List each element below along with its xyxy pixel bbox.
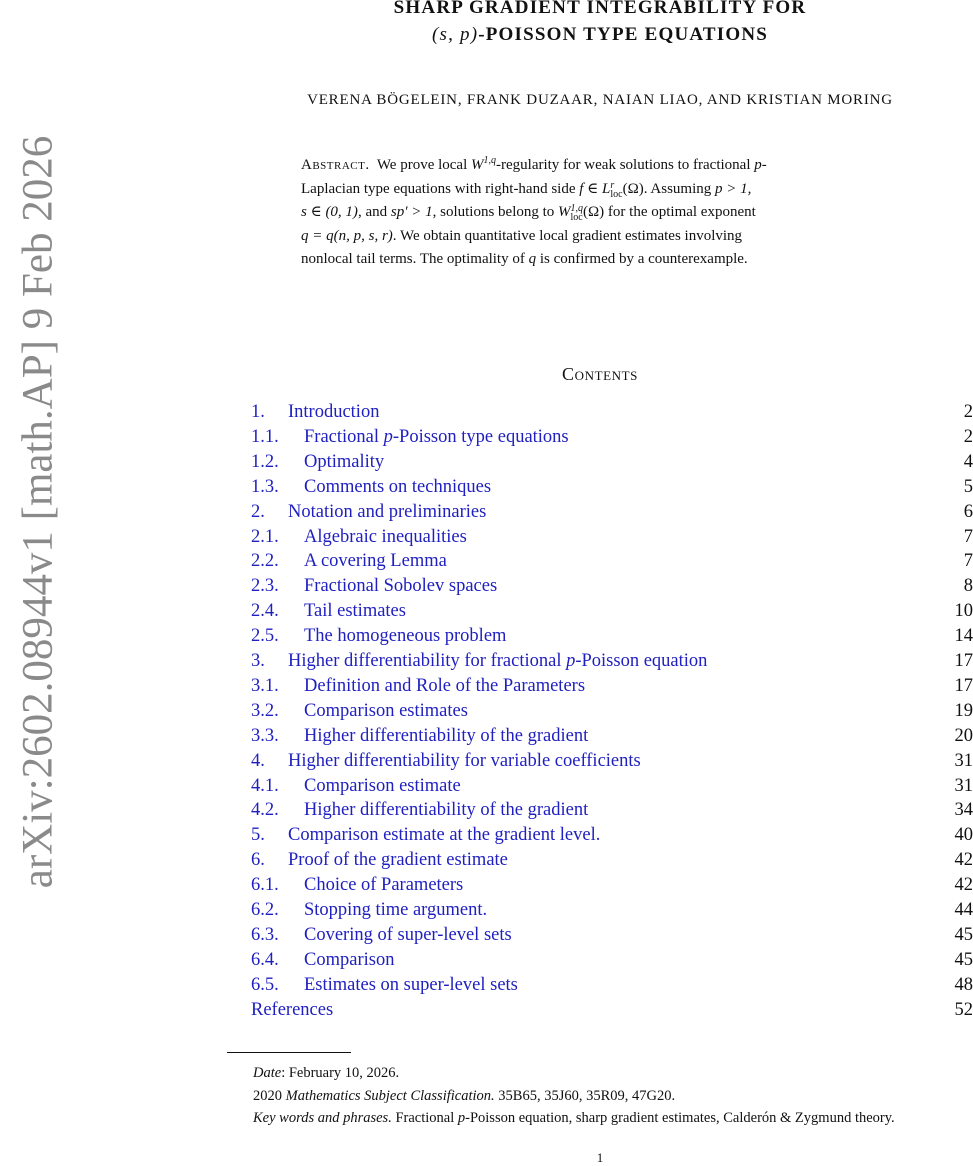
toc-entry-number[interactable]: 2.5.: [251, 624, 279, 648]
toc-entry[interactable]: [251, 948, 973, 972]
abstract-line: [301, 248, 898, 272]
toc-entry-text[interactable]: Comparison estimates: [304, 701, 468, 721]
toc-entry-text[interactable]: Algebraic inequalities: [304, 527, 467, 547]
toc-entry-text[interactable]: Fractional Sobolev spaces: [304, 576, 497, 596]
toc-entry-link[interactable]: [304, 475, 491, 499]
abstract-line: [301, 201, 898, 225]
toc-page-number: 34: [955, 798, 973, 822]
toc-entry-link[interactable]: [288, 823, 600, 847]
toc-entry-link[interactable]: [288, 649, 707, 673]
abstract-math: loc: [610, 190, 622, 199]
toc-entry[interactable]: [251, 425, 973, 449]
toc-entry[interactable]: [251, 599, 973, 623]
toc-entry[interactable]: [251, 624, 973, 648]
contents-heading: Contents: [250, 364, 950, 385]
footnote-text: 2020: [253, 1088, 286, 1104]
toc-entry-math[interactable]: p: [384, 427, 393, 447]
abstract: [301, 149, 898, 272]
toc-entry-text[interactable]: Optimality: [304, 452, 384, 472]
toc-entry[interactable]: [251, 574, 973, 598]
toc-entry-link[interactable]: [304, 599, 406, 623]
toc-entry-link[interactable]: [304, 549, 447, 573]
toc-entry-number[interactable]: 6.4.: [251, 948, 279, 972]
toc-entry-text[interactable]: Estimates on super-level sets: [304, 975, 518, 995]
toc-entry-text[interactable]: Comparison estimate: [304, 776, 461, 796]
toc-page-number: 4: [964, 450, 973, 474]
toc-entry[interactable]: [251, 749, 973, 773]
toc-entry-number[interactable]: 4.: [251, 749, 265, 773]
abstract-text: . We obtain quantitative local gradient estimates involving: [393, 228, 742, 244]
toc-entry-text[interactable]: Tail estimates: [304, 601, 406, 621]
toc-entry-text[interactable]: Fractional: [304, 427, 384, 447]
abstract-math: r: [610, 181, 622, 190]
paper-title-line-2: [250, 24, 950, 46]
toc-page-number: 14: [955, 624, 973, 648]
toc-entry-text[interactable]: Higher differentiability for fractional: [288, 651, 566, 671]
abstract-text: , solutions belong to: [433, 204, 558, 220]
footnote-label: Key words and phrases.: [253, 1110, 392, 1126]
toc-entry[interactable]: [251, 898, 973, 922]
toc-entry-text[interactable]: References: [251, 1000, 333, 1020]
abstract-math: p > 1,: [715, 181, 751, 197]
toc-page-number: 42: [955, 873, 973, 897]
toc-page-number: 6: [964, 500, 973, 524]
toc-entry-text[interactable]: Higher differentiability for variable coefficients: [288, 751, 641, 771]
toc-entry-number[interactable]: 6.1.: [251, 873, 279, 897]
toc-entry-number[interactable]: 4.1.: [251, 774, 279, 798]
toc-entry-text[interactable]: Covering of super-level sets: [304, 925, 512, 945]
abstract-math: W: [558, 204, 571, 220]
toc-entry-number[interactable]: 6.: [251, 848, 265, 872]
toc-entry-number[interactable]: 1.: [251, 400, 265, 424]
toc-page-number: 48: [955, 973, 973, 997]
abstract-text: (Ω) for the optimal exponent: [583, 204, 756, 220]
toc-entry-number[interactable]: 2.2.: [251, 549, 279, 573]
toc-entry-text[interactable]: Comparison estimate at the gradient level.: [288, 825, 600, 845]
abstract-heading: Abstract.: [301, 157, 370, 173]
toc-page-number: 20: [955, 724, 973, 748]
footnote-text: -Poisson equation, sharp gradient estimates, Calderón & Zygmund theory.: [465, 1110, 895, 1126]
toc-page-number: 52: [955, 998, 973, 1022]
toc-entry-link[interactable]: [304, 923, 512, 947]
footnote-label: Mathematics Subject Classification.: [286, 1088, 495, 1104]
toc-page-number: 10: [955, 599, 973, 623]
toc-entry-text[interactable]: Higher differentiability of the gradient: [304, 726, 588, 746]
page-number: 1: [560, 1150, 640, 1166]
toc-entry-text[interactable]: -Poisson type equations: [393, 427, 569, 447]
toc-entry-number[interactable]: 3.3.: [251, 724, 279, 748]
toc-entry[interactable]: [251, 475, 973, 499]
toc-entry-link[interactable]: [304, 699, 468, 723]
toc-entry-link[interactable]: [304, 973, 518, 997]
paper-title-line-1: SHARP GRADIENT INTEGRABILITY FOR: [250, 0, 950, 19]
abstract-math: f ∈ L: [579, 181, 610, 197]
toc-entry[interactable]: [251, 500, 973, 524]
toc-entry-text[interactable]: Comments on techniques: [304, 477, 491, 497]
author-list: VERENA BÖGELEIN, FRANK DUZAAR, NAIAN LIAO, AND KRISTIAN MORING: [250, 92, 950, 109]
abstract-math: q: [529, 251, 537, 267]
toc-entry-number[interactable]: 2.4.: [251, 599, 279, 623]
toc-entry-link[interactable]: [304, 798, 588, 822]
abstract-line: [301, 149, 898, 178]
toc-entry-link[interactable]: [304, 898, 487, 922]
toc-entry-text[interactable]: Notation and preliminaries: [288, 502, 486, 522]
toc-entry-link[interactable]: [288, 749, 641, 773]
abstract-math: sp′ > 1: [391, 204, 433, 220]
toc-entry-number[interactable]: 3.: [251, 649, 265, 673]
toc-entry[interactable]: [251, 823, 973, 847]
toc-entry-text[interactable]: Introduction: [288, 402, 379, 422]
abstract-text: is confirmed by a counterexample.: [536, 251, 748, 267]
toc-entry[interactable]: [251, 848, 973, 872]
toc-entry-link[interactable]: [288, 848, 508, 872]
toc-entry-text[interactable]: -Poisson equation: [575, 651, 707, 671]
toc-entry-number[interactable]: 3.2.: [251, 699, 279, 723]
toc-page-number: 19: [955, 699, 973, 723]
toc-entry-text[interactable]: Comparison: [304, 950, 394, 970]
abstract-text: , and: [358, 204, 391, 220]
abstract-math: 1,q: [484, 155, 497, 166]
footnote-text: 35B65, 35J60, 35R09, 47G20.: [495, 1088, 675, 1104]
abstract-text: (Ω). Assuming: [623, 181, 715, 197]
toc-entry[interactable]: [251, 973, 973, 997]
abstract-line: [301, 178, 898, 202]
toc-entry[interactable]: [251, 400, 973, 424]
footnote-label: Date: [253, 1065, 281, 1081]
toc-entry[interactable]: [251, 774, 973, 798]
toc-entry[interactable]: [251, 450, 973, 474]
toc-entry-link[interactable]: [288, 500, 486, 524]
toc-page-number: 40: [955, 823, 973, 847]
toc-page-number: 17: [955, 649, 973, 673]
footnote-text: Fractional: [392, 1110, 458, 1126]
toc-entry[interactable]: [251, 998, 973, 1022]
toc-entry-number[interactable]: 6.2.: [251, 898, 279, 922]
title-math: (s, p): [432, 24, 478, 45]
footnote-rule: [227, 1052, 351, 1053]
toc-page-number: 2: [964, 400, 973, 424]
toc-entry-number[interactable]: 2.3.: [251, 574, 279, 598]
toc-page-number: 31: [955, 774, 973, 798]
toc-entry[interactable]: [251, 923, 973, 947]
toc-entry-link[interactable]: [304, 948, 394, 972]
abstract-math: p: [754, 157, 762, 173]
toc-page-number: 7: [964, 525, 973, 549]
toc-page-number: 8: [964, 574, 973, 598]
toc-entry[interactable]: [251, 549, 973, 573]
abstract-text: Laplacian type equations with right-hand side: [301, 181, 579, 197]
title-rest: -POISSON TYPE EQUATIONS: [478, 24, 768, 45]
toc-page-number: 45: [955, 948, 973, 972]
toc-entry-number[interactable]: 6.5.: [251, 973, 279, 997]
abstract-math: W: [471, 157, 484, 173]
toc-entry[interactable]: [251, 798, 973, 822]
toc-entry-number[interactable]: 1.2.: [251, 450, 279, 474]
toc-entry-link[interactable]: [304, 624, 506, 648]
toc-entry-number[interactable]: 1.3.: [251, 475, 279, 499]
toc-entry-number[interactable]: 5.: [251, 823, 265, 847]
toc-entry-text[interactable]: The homogeneous problem: [304, 626, 506, 646]
abstract-text: nonlocal tail terms. The optimality of: [301, 251, 529, 267]
toc-entry-number[interactable]: 4.2.: [251, 798, 279, 822]
abstract-text: We prove local: [377, 157, 471, 173]
toc-entry-number[interactable]: 2.: [251, 500, 265, 524]
toc-entry-link[interactable]: [288, 400, 379, 424]
footnote-date: [227, 1062, 973, 1085]
toc-entry[interactable]: [251, 873, 973, 897]
toc-entry[interactable]: [251, 649, 973, 673]
toc-page-number: 31: [955, 749, 973, 773]
toc-entry[interactable]: [251, 724, 973, 748]
toc-entry-link[interactable]: [304, 425, 569, 449]
toc-entry-link[interactable]: [304, 525, 467, 549]
abstract-math: 1,q: [571, 204, 584, 213]
toc-page-number: 45: [955, 923, 973, 947]
toc-page-number: 42: [955, 848, 973, 872]
abstract-math: q = q(n, p, s, r): [301, 228, 393, 244]
toc-entry-text[interactable]: Proof of the gradient estimate: [288, 850, 508, 870]
arxiv-identifier: arXiv:2602.08944v1 [math.AP] 9 Feb 2026: [14, 136, 63, 888]
abstract-math: loc: [571, 213, 584, 222]
toc-page-number: 5: [964, 475, 973, 499]
toc-entry-link[interactable]: [304, 450, 384, 474]
abstract-math: s ∈ (0, 1): [301, 204, 358, 220]
footnote-math: p: [458, 1110, 465, 1126]
toc-entry-text[interactable]: Choice of Parameters: [304, 875, 463, 895]
toc-page-number: 17: [955, 674, 973, 698]
toc-page-number: 44: [955, 898, 973, 922]
toc-entry[interactable]: [251, 525, 973, 549]
toc-entry-number[interactable]: 2.1.: [251, 525, 279, 549]
toc-entry[interactable]: [251, 699, 973, 723]
toc-entry-link[interactable]: [251, 998, 333, 1022]
toc-entry-link[interactable]: [304, 724, 588, 748]
toc-entry-link[interactable]: [304, 674, 585, 698]
toc-entry-link[interactable]: [304, 774, 461, 798]
toc-entry[interactable]: [251, 674, 973, 698]
toc-entry-text[interactable]: Stopping time argument.: [304, 900, 487, 920]
toc-entry-text[interactable]: Higher differentiability of the gradient: [304, 800, 588, 820]
abstract-text: -regularity for weak solutions to fractional: [496, 157, 754, 173]
footnote-keywords: [227, 1107, 973, 1130]
toc-entry-math[interactable]: p: [566, 651, 575, 671]
toc-entry-number[interactable]: 1.1.: [251, 425, 279, 449]
toc-entry-link[interactable]: [304, 873, 463, 897]
toc-entry-link[interactable]: [304, 574, 497, 598]
toc-entry-text[interactable]: Definition and Role of the Parameters: [304, 676, 585, 696]
footnote-msc: [227, 1085, 973, 1108]
toc-entry-text[interactable]: A covering Lemma: [304, 551, 447, 571]
abstract-line: [301, 225, 898, 249]
footnote-text: : February 10, 2026.: [281, 1065, 399, 1081]
toc-page-number: 7: [964, 549, 973, 573]
toc-entry-number[interactable]: 3.1.: [251, 674, 279, 698]
toc-entry-number[interactable]: 6.3.: [251, 923, 279, 947]
abstract-text: -: [762, 157, 767, 173]
toc-page-number: 2: [964, 425, 973, 449]
